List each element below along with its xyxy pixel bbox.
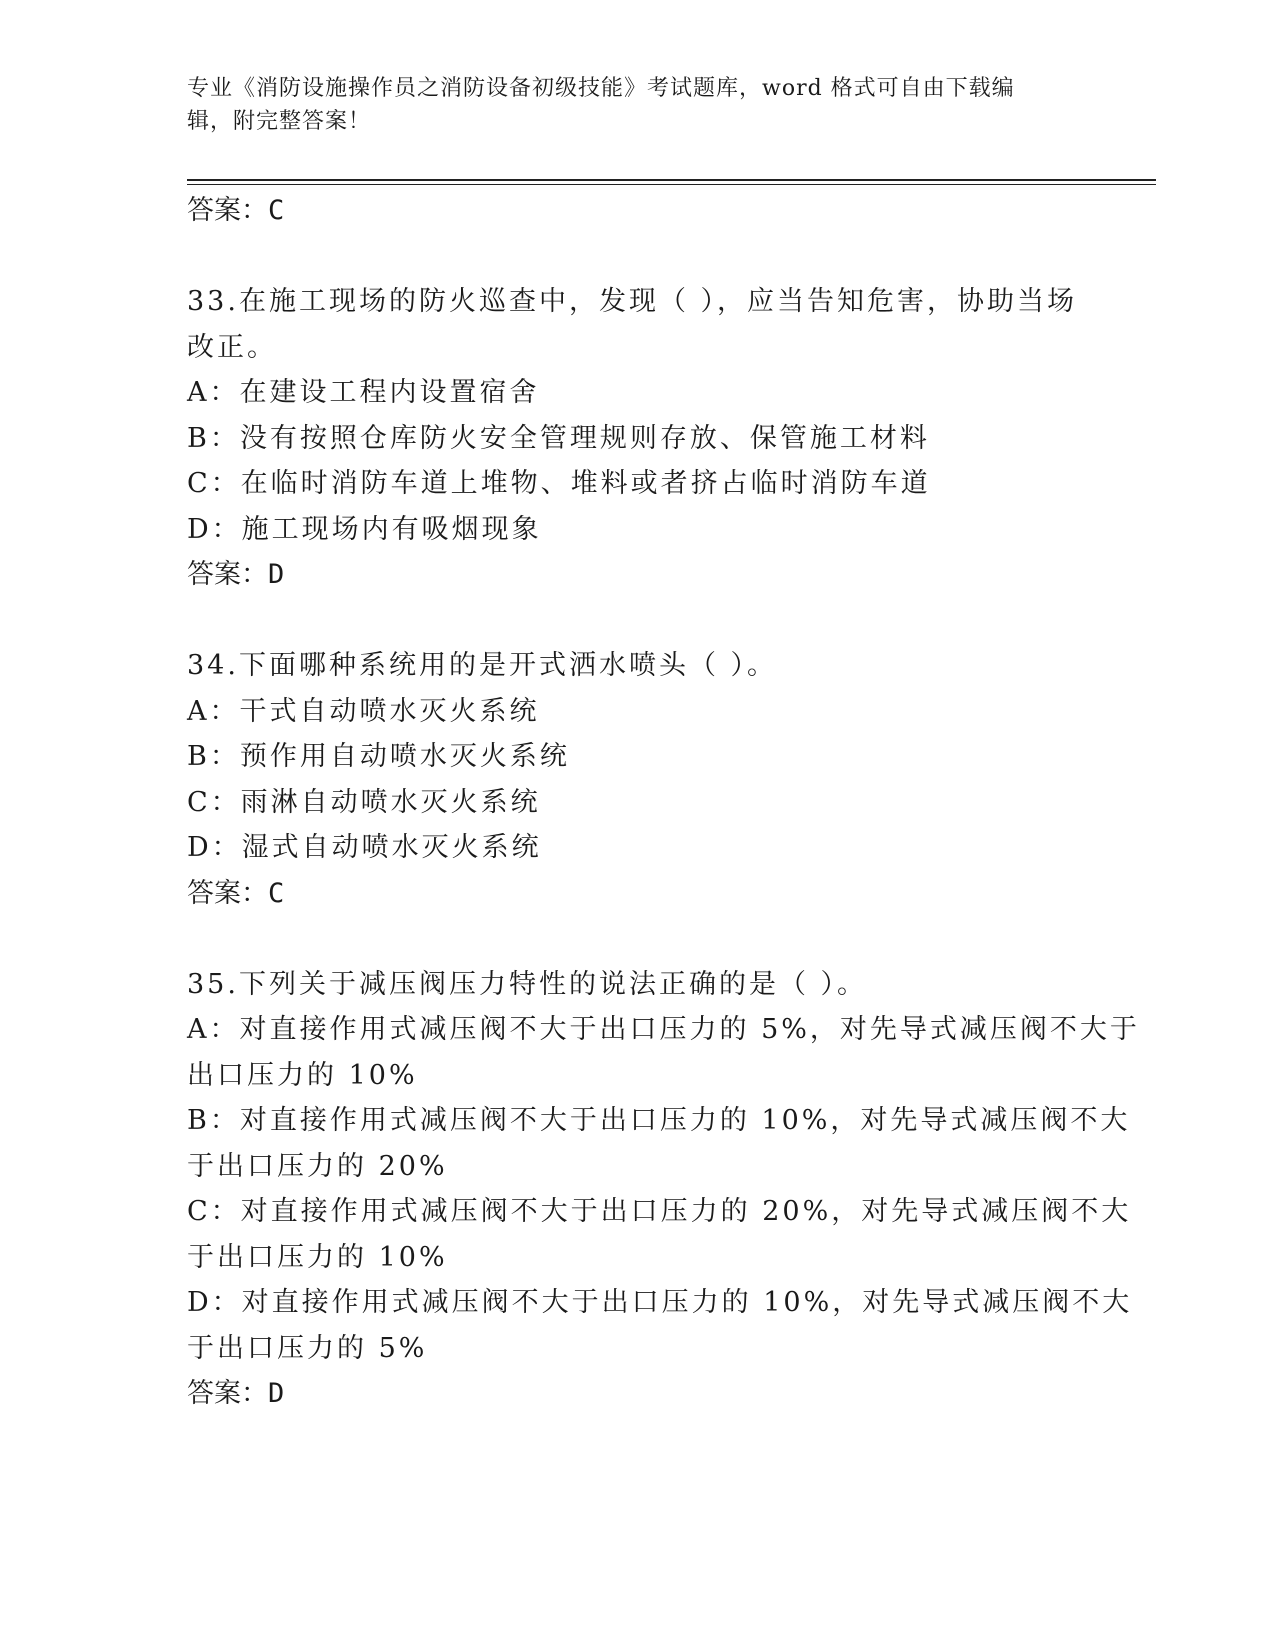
option-d: D：对直接作用式减压阀不大于出口压力的 10%，对先导式减压阀不大 (187, 1287, 1133, 1318)
option-c: C：在临时消防车道上堆物、堆料或者挤占临时消防车道 (187, 468, 931, 499)
question-list (187, 188, 1140, 1417)
spacer (187, 598, 1087, 644)
option-a: A：干式自动喷水灭火系统 (187, 695, 540, 727)
option-a: A：在建设工程内设置宿舍 (187, 377, 540, 408)
option-d-continued: 于出口压力的 5% (187, 1332, 428, 1364)
answer-value: C (268, 195, 285, 226)
option-d: D：湿式自动喷水灭火系统 (187, 832, 542, 863)
spacer (187, 234, 1087, 280)
question-34 (187, 643, 1087, 916)
answer-value: D (268, 1378, 285, 1409)
option-a-continued: 出口压力的 10% (187, 1059, 418, 1091)
answer-line (187, 188, 1087, 234)
option-a: A：对直接作用式减压阀不大于出口压力的 5%，对先导式减压阀不大于 (187, 1014, 1140, 1045)
option-b: B：没有按照仓库防火安全管理规则存放、保管施工材料 (187, 422, 930, 454)
header-divider-thin (187, 184, 1156, 185)
spacer (187, 916, 1087, 962)
option-c: C：雨淋自动喷水灭火系统 (187, 786, 541, 818)
answer-value: C (268, 877, 285, 909)
document-header (187, 72, 1067, 138)
question-stem: 33.在施工现场的防火巡查中，发现（ ），应当告知危害，协助当场 (187, 286, 1078, 317)
answer-label: 答案： (187, 1378, 268, 1409)
answer-label: 答案： (187, 559, 268, 590)
answer-line (187, 871, 1087, 917)
question-35 (187, 962, 1140, 1417)
option-c: C：对直接作用式减压阀不大于出口压力的 20%，对先导式减压阀不大 (187, 1196, 1132, 1227)
answer-value: D (268, 559, 285, 590)
question-stem: 改正。 (187, 331, 277, 363)
option-b: B：对直接作用式减压阀不大于出口压力的 10%，对先导式减压阀不大 (187, 1105, 1131, 1136)
question-stem: 35.下列关于减压阀压力特性的说法正确的是（ ）。 (187, 968, 868, 1000)
option-b-continued: 于出口压力的 20% (187, 1150, 448, 1182)
header-line-2: 辑，附完整答案！ (187, 109, 372, 134)
question-stem: 34.下面哪种系统用的是开式洒水喷头（ ）。 (187, 650, 778, 681)
header-line-1: 专业《消防设施操作员之消防设备初级技能》考试题库，word 格式可自由下载编 (187, 76, 1015, 101)
answer-line (187, 1371, 1087, 1417)
option-d: D：施工现场内有吸烟现象 (187, 513, 542, 545)
answer-line (187, 552, 1087, 598)
option-c-continued: 于出口压力的 10% (187, 1241, 448, 1273)
question-33 (187, 279, 1087, 598)
answer-label: 答案： (187, 877, 268, 909)
header-divider-thick (187, 179, 1156, 181)
answer-label: 答案： (187, 195, 268, 226)
option-b: B：预作用自动喷水灭火系统 (187, 741, 570, 772)
